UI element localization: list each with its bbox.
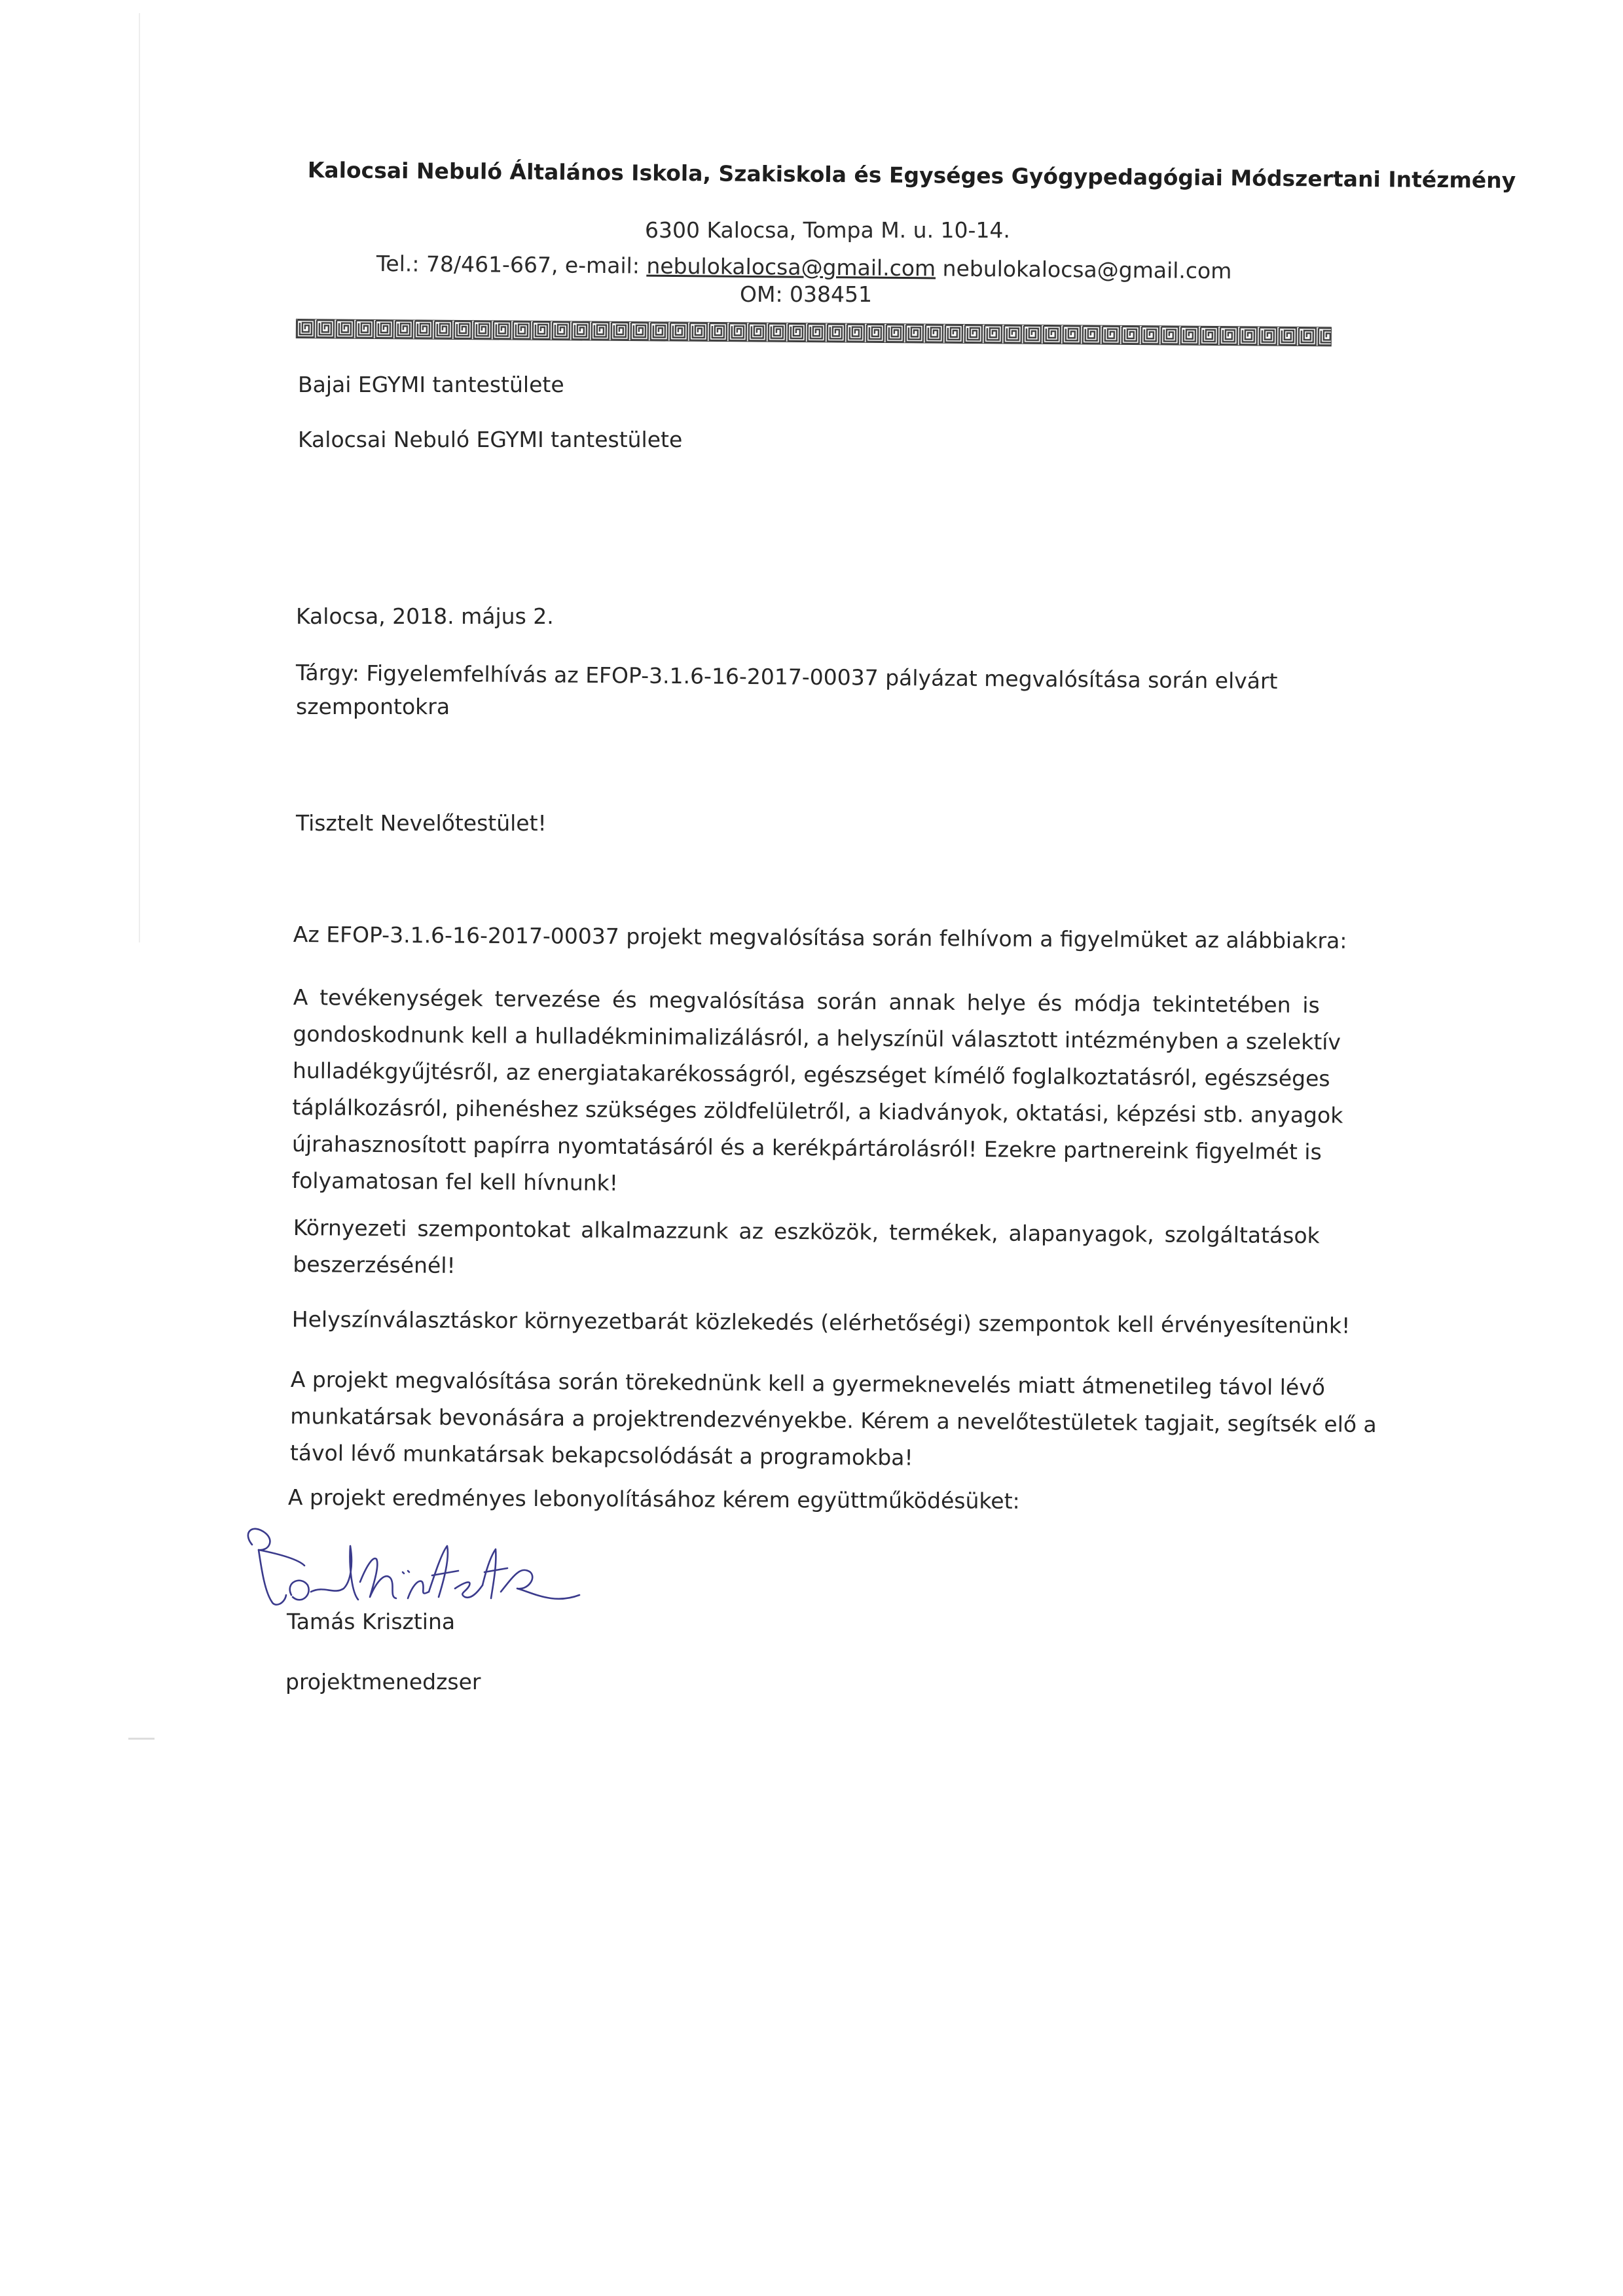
recipient-2: Kalocsai Nebuló EGYMI tantestülete (298, 427, 683, 452)
paragraph-1-line: gondoskodnunk kell a hulladékminimalizálásról, a helyszínül választott intézményben a szelektív (293, 1020, 1341, 1055)
signer-title: projektmenedzser (285, 1669, 481, 1695)
institution-om-code: OM: 038451 (740, 281, 873, 307)
intro-text: Az EFOP-3.1.6-16-2017-00037 projekt megvalósítása során felhívom a figyelmüket az alábbiakra: (293, 922, 1347, 954)
paragraph-4-line: munkatársak bevonására a projektrendezvényekbe. Kérem a nevelőtestületek tagjait, segítsék elő a (290, 1403, 1377, 1438)
paragraph-1-line: újrahasznosított papírra nyomtatásáról és a kerékpártárolásról! Ezekre partnereink figyelmét is (291, 1130, 1322, 1165)
paragraph-2-line: beszerzésénél! (293, 1251, 456, 1278)
paragraph-1 (291, 979, 1343, 1207)
paragraph-1-line: folyamatosan fel kell hívnunk! (291, 1167, 619, 1196)
signer-name: Tamás Krisztina (287, 1609, 456, 1634)
institution-address: 6300 Kalocsa, Tompa M. u. 10-14. (645, 217, 1010, 243)
institution-contact (376, 251, 1232, 283)
paragraph-1-line: táplálkozásról, pihenéshez szükséges zöldfelületről, a kiadványok, oktatási, képzési stb. anyagok (292, 1094, 1343, 1128)
letter-date: Kalocsa, 2018. május 2. (296, 603, 554, 629)
paragraph-4-line: távol lévő munkatársak bekapcsolódását a programokba! (289, 1439, 913, 1471)
email-plain: nebulokalocsa@gmail.com (935, 255, 1232, 284)
paragraph-2-line: Környezeti szempontokat alkalmazzunk az eszközök, termékek, alapanyagok, szolgáltatások (293, 1214, 1320, 1249)
email-link[interactable]: nebulokalocsa@gmail.com (646, 253, 936, 281)
greek-key-divider (296, 319, 1332, 346)
paragraph-4 (289, 1361, 1377, 1479)
scan-mark (128, 1738, 155, 1740)
subject-line-1: Tárgy: Figyelemfelhívás az EFOP-3.1.6-16-2017-00037 pályázat megvalósítása során elvárt (295, 660, 1278, 694)
paragraph-1-line: hulladékgyűjtésről, az energiatakarékosságról, egészséget kímélő foglalkoztatásról, egészséges (292, 1057, 1330, 1092)
subject-line-2: szempontokra (296, 694, 450, 719)
closing-line: A projekt eredményes lebonyolításához kérem együttműködésüket: (287, 1484, 1020, 1514)
paragraph-1-line: A tevékenységek tervezése és megvalósítása során annak helye és módja tekintetében is (293, 984, 1320, 1018)
paragraph-4-line: A projekt megvalósítása során törekednünk kell a gyermeknevelés miatt átmenetileg távol lévő (290, 1366, 1326, 1401)
salutation: Tisztelt Nevelőtestület! (296, 810, 547, 836)
paragraph-2 (293, 1210, 1320, 1291)
paragraph-3: Helyszínválasztáskor környezetbarát közlekedés (elérhetőségi) szempontok kell érvényesítenünk! (291, 1306, 1351, 1338)
scan-edge-line (139, 13, 140, 942)
institution-name: Kalocsai Nebuló Általános Iskola, Szakiskola és Egységes Gyógypedagógiai Módszertani Intézmény (307, 157, 1516, 194)
contact-prefix: Tel.: 78/461-667, e-mail: (376, 251, 647, 279)
recipient-1: Bajai EGYMI tantestülete (298, 372, 564, 397)
